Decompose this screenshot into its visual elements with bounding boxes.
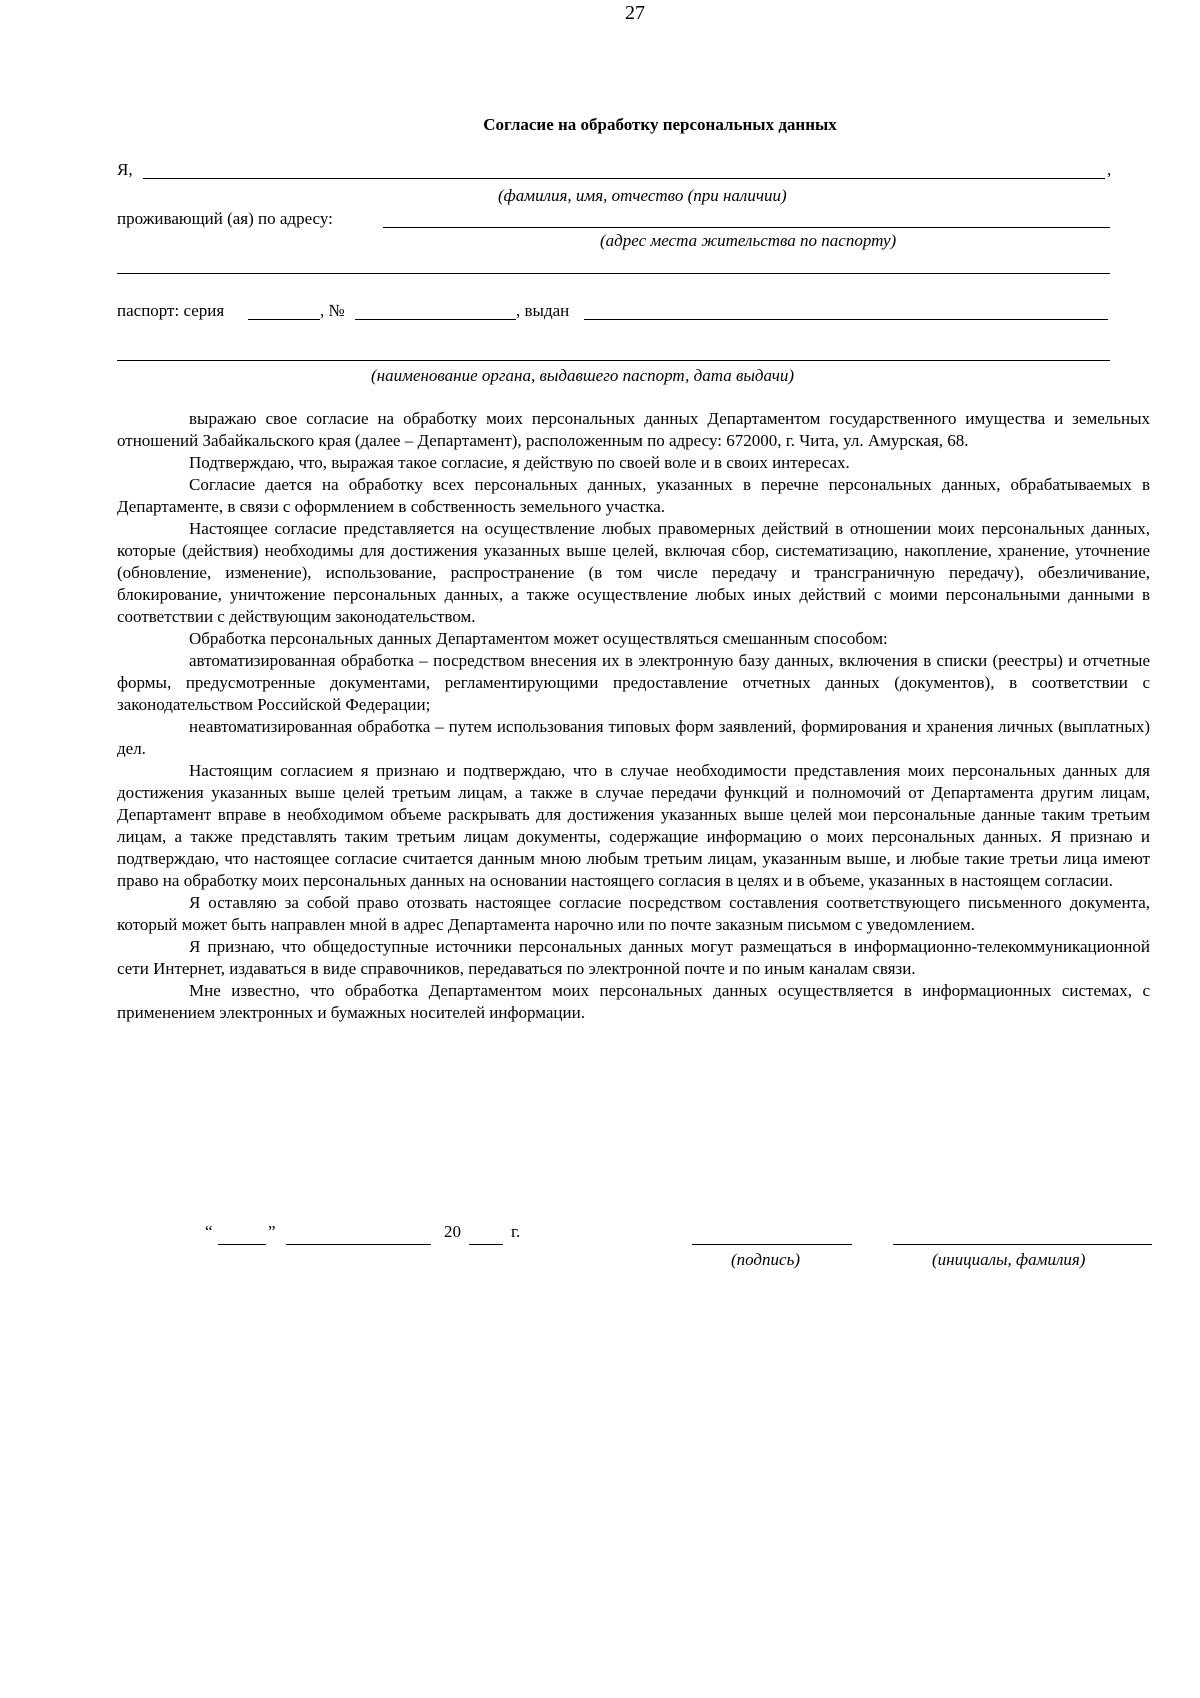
paragraph: Согласие дается на обработку всех персональных данных, указанных в перечне персональных данных, обрабатываемых в Департаменте, в связи с оформлением в собственность земельного участка. [117,475,1150,516]
issued-by-field[interactable] [584,319,1108,320]
consent-body [117,376,1150,1024]
paragraph: Настоящим согласием я признаю и подтверждаю, что в случае необходимости представления моих персональных данных для достижения указанных выше целей третьим лицам, а также в случае передачи функций и полномочий от Департамента другим лицам, Департамент вправе в необходимом объеме раскрывать для достижения указанных выше целей мои персональные данные таким третьим лицам, а также представлять таким третьим лицам документы, содержащие информацию о моих персональных данных. Я признаю и подтверждаю, что настоящее согласие считается данным мною любым третьим лицам, указанным выше, и любые такие третьи лица имеют право на обработку моих персональных данных на основании настоящего согласия в целях и в объеме, указанных в настоящем согласии. [117,761,1150,890]
fio-hint: (фамилия, имя, отчество (при наличии) [498,186,787,205]
signature-hint: (подпись) [731,1250,800,1269]
paragraph: Обработка персональных данных Департаментом может осуществляться смешанным способом: [189,629,888,648]
quote-close: ” [268,1222,276,1241]
quote-open: “ [205,1222,213,1241]
paragraph: Мне известно, что обработка Департаментом моих персональных данных осуществляется в информационных системах, с применением электронных и бумажных носителей информации. [117,981,1150,1022]
paragraph: выражаю свое согласие на обработку моих персональных данных Департаментом государственного имущества и земельных отношений Забайкальского края (далее – Департамент), расположенным по адресу: 672000, г. Чита, ул. Амурская, 68. [117,409,1150,450]
fio-field[interactable] [143,178,1105,179]
ya-label: Я, [117,160,133,179]
passport-number-field[interactable] [355,319,516,320]
year-field[interactable] [469,1244,503,1245]
initials-hint: (инициалы, фамилия) [932,1250,1086,1269]
passport-series-field[interactable] [248,319,320,320]
paragraph: Я признаю, что общедоступные источники персональных данных могут размещаться в информационно-телекоммуникационной сети Интернет, издаваться в виде справочников, передаваться по электронной почте и по иным каналам связи. [117,937,1150,978]
address-field[interactable] [383,227,1110,228]
paragraph: автоматизированная обработка – посредством внесения их в электронную базу данных, включения в списки (реестры) и отчетные формы, предусмотренные документами, регламентирующими предоставление отчетных данных (документов), в соответствии с законодательством Российской Федерации; [117,651,1150,714]
paragraph: Я оставляю за собой право отозвать настоящее согласие посредством составления соответствующего письменного документа, который может быть направлен мной в адрес Департамента нарочно или по почте заказным письмом с уведомлением. [117,893,1150,934]
passport-series-label: паспорт: серия [117,301,225,320]
paragraph: Подтверждаю, что, выражая такое согласие, я действую по своей воле и в своих интересах. [189,453,850,472]
address-hint: (адрес места жительства по паспорту) [600,231,897,250]
document-title: Согласие на обработку персональных данных [483,115,837,134]
page-number: 27 [625,2,645,24]
initials-field[interactable] [893,1244,1152,1245]
passport-number-label: , № [320,301,345,320]
address-field-line-2[interactable] [117,273,1110,274]
day-field[interactable] [218,1244,266,1245]
address-label: проживающий (ая) по адресу: [117,209,333,228]
paragraph: неавтоматизированная обработка – путем использования типовых форм заявлений, формирования и хранения личных (выплатных) дел. [117,717,1150,758]
issued-label: , выдан [516,301,570,320]
issuer-field[interactable] [117,360,1110,361]
fio-comma: , [1107,160,1112,179]
month-field[interactable] [286,1244,431,1245]
year-suffix: г. [511,1222,521,1241]
signature-field[interactable] [692,1244,852,1245]
issuer-hint: (наименование органа, выдавшего паспорт, дата выдачи) [371,366,795,385]
year-prefix: 20 [444,1222,461,1241]
paragraph: Настоящее согласие представляется на осуществление любых правомерных действий в отношении моих персональных данных, которые (действия) необходимы для достижения указанных выше целей, включая сбор, систематизацию, накопление, хранение, уточнение (обновление, изменение), использование, распространение (в том числе передачу и трансграничную передачу), обезличивание, блокирование, уничтожение персональных данных, а также осуществление любых иных действий с моими персональными данными в соответствии с действующим законодательством. [117,519,1150,626]
